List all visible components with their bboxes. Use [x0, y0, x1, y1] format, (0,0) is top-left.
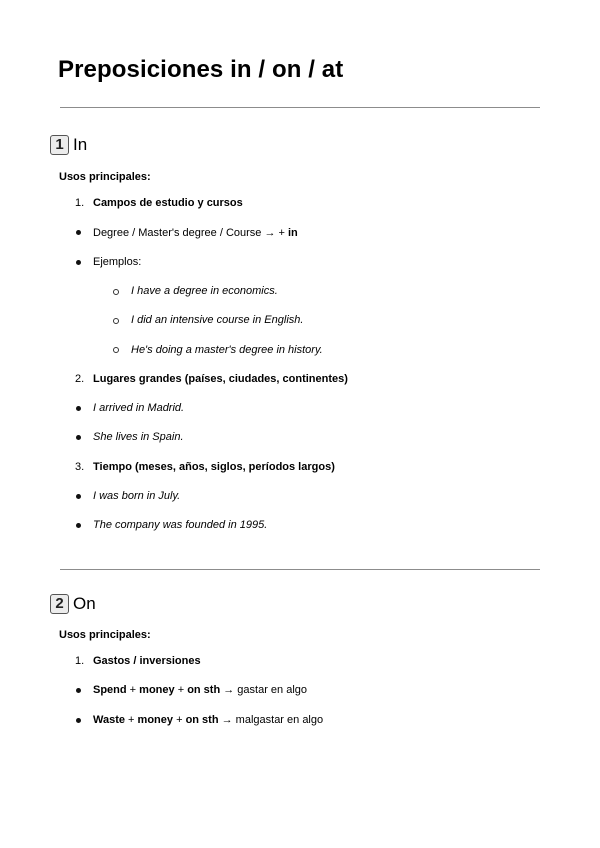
usos-label: Usos principales: — [59, 629, 151, 641]
example-item: He's doing a master's degree in history. — [131, 344, 323, 356]
list-item: Ejemplos: — [93, 256, 142, 268]
strong-text: money — [137, 714, 174, 726]
sub-bullet-circle — [113, 289, 119, 295]
list-item — [93, 226, 298, 240]
list-item: I was born in July. — [93, 490, 181, 502]
strong-text: in — [288, 227, 298, 239]
strong-text: money — [139, 684, 175, 696]
usos-label: Usos principales: — [59, 171, 151, 183]
text-run: Degree / Master's degree / Course → + — [93, 227, 288, 239]
item-heading: Campos de estudio y cursos — [93, 197, 243, 209]
number-badge: 2 — [50, 594, 69, 614]
bullet-dot — [76, 406, 81, 411]
text-run: + — [125, 714, 138, 726]
text-run: → gastar en algo — [220, 684, 308, 696]
sub-bullet-circle — [113, 347, 119, 353]
bullet-dot — [76, 718, 81, 723]
page-title: Preposiciones in / on / at — [58, 56, 344, 83]
list-number: 1. — [75, 655, 85, 667]
list-item — [93, 713, 323, 727]
item-heading: Lugares grandes (países, ciudades, continentes) — [93, 373, 348, 385]
strong-text: on sth — [187, 684, 221, 696]
bullet-dot — [76, 688, 81, 693]
text-run: + — [173, 714, 186, 726]
list-item — [93, 683, 307, 697]
text-run: + — [126, 684, 140, 696]
list-number: 2. — [75, 373, 85, 385]
section-heading-on — [50, 594, 96, 614]
number-badge: 1 — [50, 135, 69, 155]
section-heading-in — [50, 135, 87, 155]
section-title: In — [73, 135, 88, 154]
divider — [60, 107, 540, 108]
item-heading: Tiempo (meses, años, siglos, períodos largos) — [93, 461, 335, 473]
bullet-dot — [76, 230, 81, 235]
strong-text: Spend — [93, 684, 127, 696]
list-number: 3. — [75, 461, 85, 473]
list-item: The company was founded in 1995. — [93, 519, 268, 531]
list-item: She lives in Spain. — [93, 431, 184, 443]
bullet-dot — [76, 523, 81, 528]
bullet-dot — [76, 494, 81, 499]
list-item: I arrived in Madrid. — [93, 402, 185, 414]
divider — [60, 569, 540, 570]
section-title: On — [73, 594, 96, 613]
list-number: 1. — [75, 197, 85, 209]
strong-text: on sth — [185, 714, 219, 726]
text-run: → malgastar en algo — [218, 714, 324, 726]
item-heading: Gastos / inversiones — [93, 655, 201, 667]
example-item: I did an intensive course in English. — [131, 314, 304, 326]
example-item: I have a degree in economics. — [131, 285, 278, 297]
text-run: + — [174, 684, 188, 696]
strong-text: Waste — [93, 714, 125, 726]
bullet-dot — [76, 260, 81, 265]
sub-bullet-circle — [113, 318, 119, 324]
bullet-dot — [76, 435, 81, 440]
